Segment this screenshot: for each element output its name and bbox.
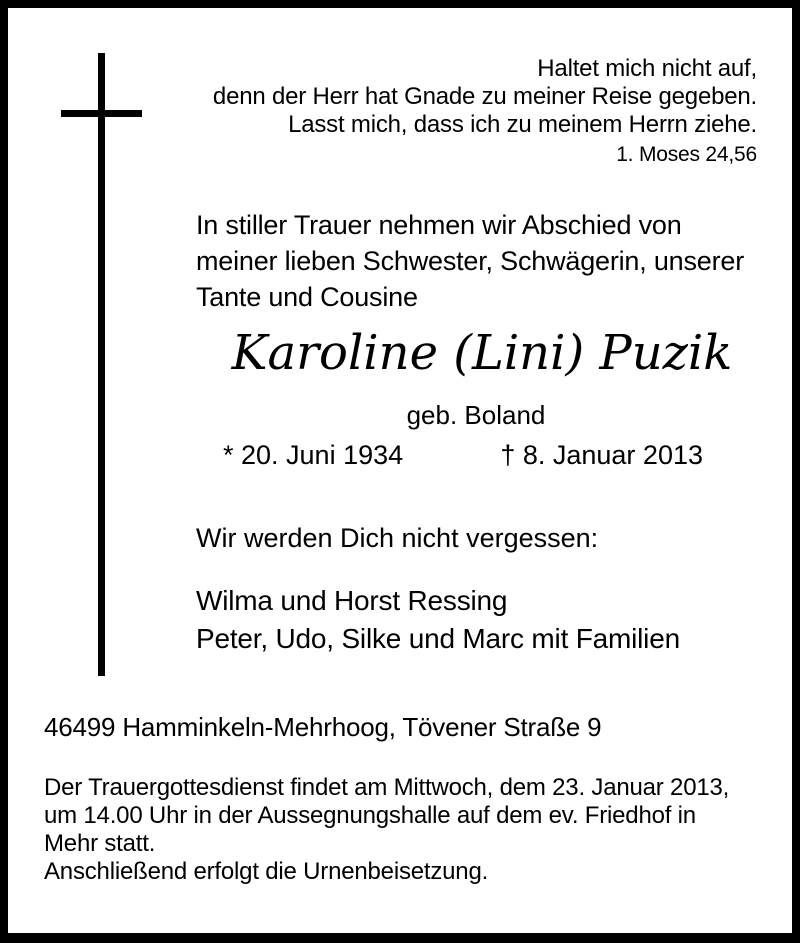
mourner-line: Wilma und Horst Ressing [196,585,508,616]
deceased-name: Karoline (Lini) Puzik [231,325,733,381]
birth-date: * 20. Juni 1934 [223,440,404,470]
life-dates [223,439,703,471]
verse-line: denn der Herr hat Gnade zu meiner Reise gegeben. [212,83,757,110]
death-date: † 8. Januar 2013 [500,440,703,470]
service-line: Mehr statt. [44,830,156,857]
cross-icon-arm [61,110,142,117]
mourners-list [196,582,680,658]
service-line: Anschließend erfolgt die Urnenbeisetzung. [44,858,489,885]
service-info [44,774,729,886]
intro-line: meiner lieben Schwester, Schwägerin, unserer [196,246,744,276]
service-line: Der Trauergottesdienst findet am Mittwoch, dem 23. Januar 2013, [44,774,730,801]
maiden-name: geb. Boland [406,400,546,430]
farewell-text: Wir werden Dich nicht vergessen: [196,523,599,553]
cross-icon-stem [98,53,105,676]
intro-line: Tante und Cousine [196,282,418,312]
bible-verse [213,55,757,168]
mourner-line: Peter, Udo, Silke und Marc mit Familien [196,623,680,654]
intro-line: In stiller Trauer nehmen wir Abschied von [196,210,682,240]
verse-source: 1. Moses 24,56 [616,143,757,166]
verse-line: Lasst mich, dass ich zu meinem Herrn ziehe. [288,111,757,138]
address-line: 46499 Hamminkeln-Mehrhoog, Tövener Straße 9 [44,712,602,742]
service-line: um 14.00 Uhr in der Aussegnungshalle auf dem ev. Friedhof in [44,802,696,829]
verse-line: Haltet mich nicht auf, [537,55,757,82]
intro-paragraph [196,207,744,315]
